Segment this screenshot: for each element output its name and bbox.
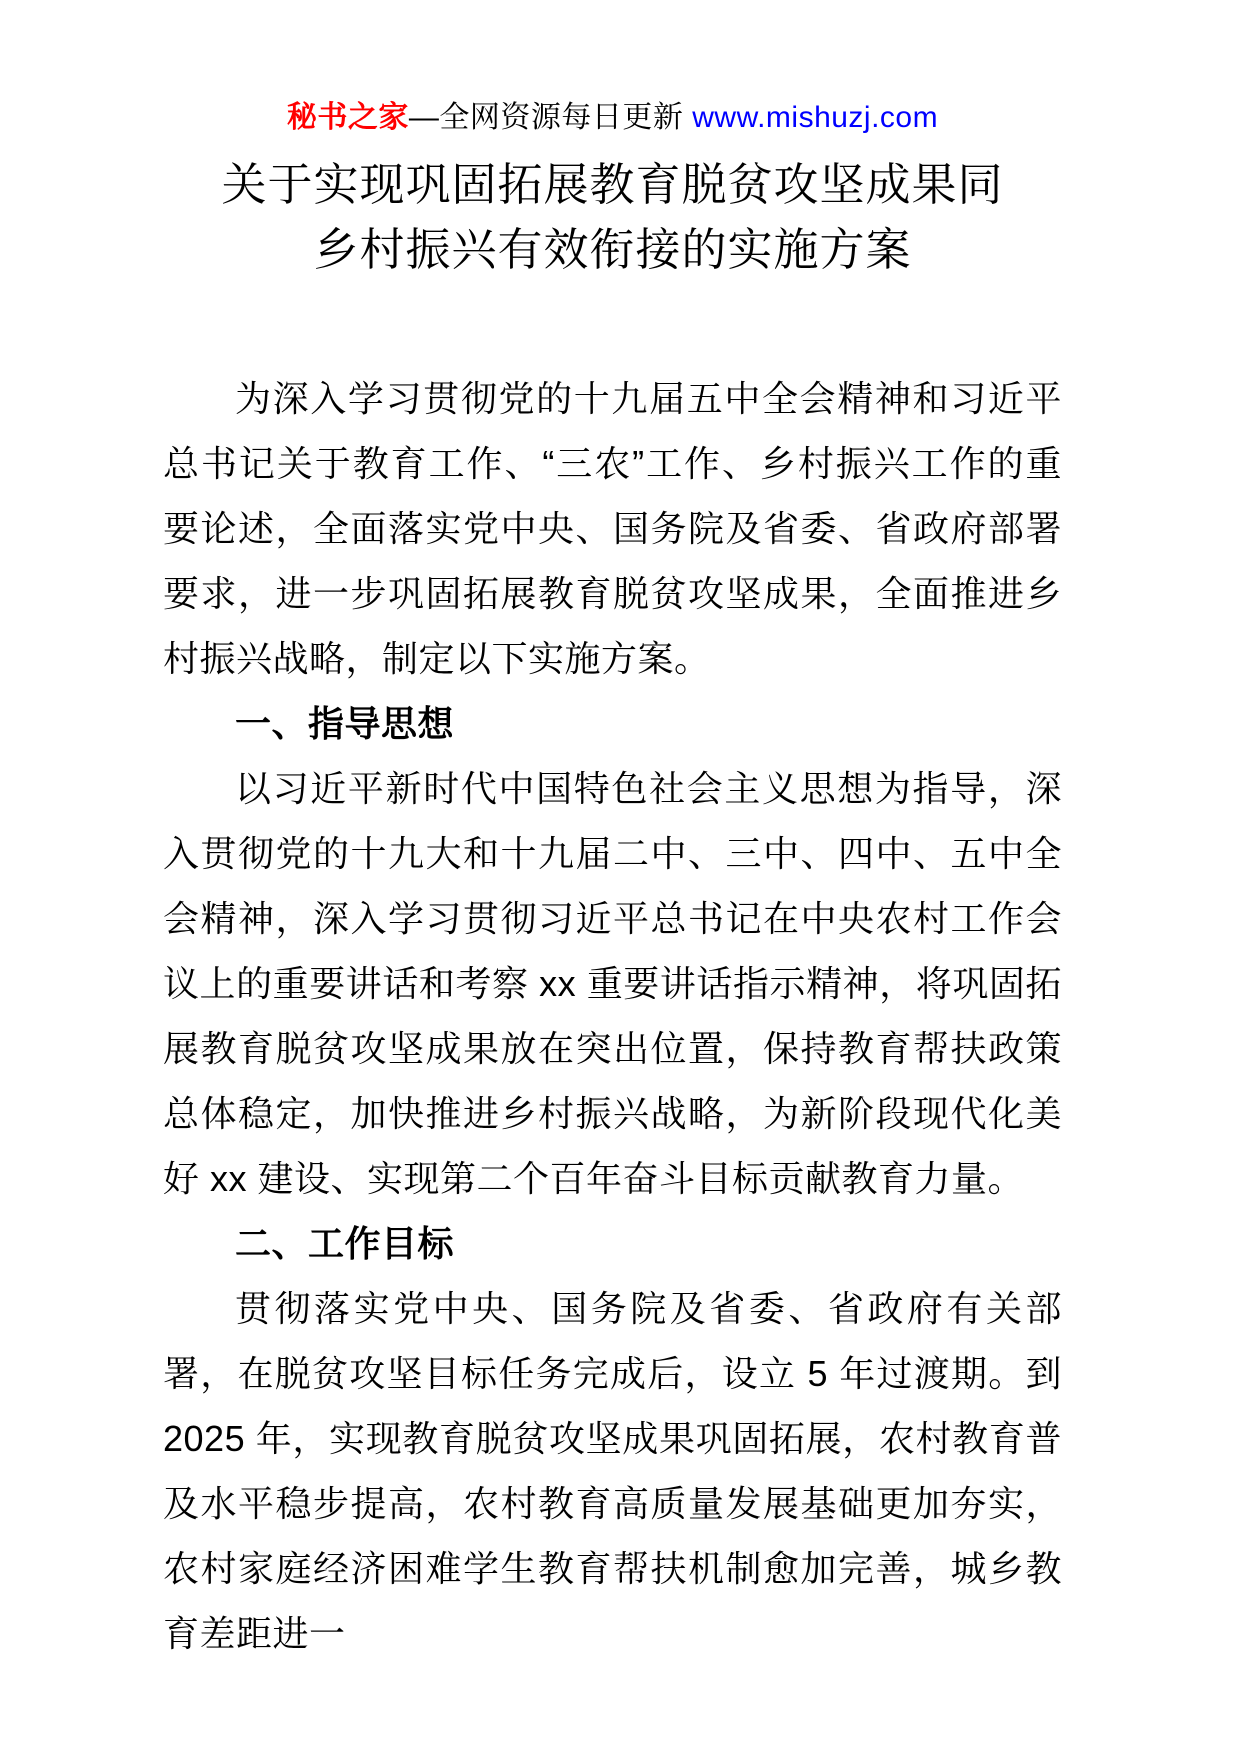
document-title-line2: 乡村振兴有效衔接的实施方案 [313, 224, 912, 275]
document-title [163, 152, 1062, 282]
intro-paragraph: 为深入学习贯彻党的十九届五中全会精神和习近平总书记关于教育工作、“三农”工作、乡村振兴工作的重要论述，全面落实党中央、国务院及省委、省政府部署要求，进一步巩固拓展教育脱贫攻坚成果，全面推进乡村振兴战略，制定以下实施方案。 [163, 378, 1062, 679]
site-url-link[interactable]: www.mishuzj.com [692, 101, 939, 134]
section2-heading: 二、工作目标 [235, 1223, 455, 1264]
site-brand: 秘书之家 [286, 101, 409, 134]
site-tagline: —全网资源每日更新 [408, 101, 693, 134]
section2-paragraph: 贯彻落实党中央、国务院及省委、省政府有关部署，在脱贫攻坚目标任务完成后，设立 5 年过渡期。到 2025 年，实现教育脱贫攻坚成果巩固拓展，农村教育普及水平稳步提高，农村教育高质量发展基础更加夯实，农村家庭经济困难学生教育帮扶机制愈加完善，城乡教育差距进一 [163, 1288, 1062, 1654]
section1-paragraph: 以习近平新时代中国特色社会主义思想为指导，深入贯彻党的十九大和十九届二中、三中、四中、五中全会精神，深入学习贯彻习近平总书记在中央农村工作会议上的重要讲话和考察 xx 重要讲话指示精神，将巩固拓展教育脱贫攻坚成果放在突出位置，保持教育帮扶政策总体稳定，加快推进乡村振兴战略，为新阶段现代化美好 xx 建设、实现第二个百年奋斗目标贡献教育力量。 [163, 768, 1062, 1199]
section1-heading: 一、指导思想 [235, 703, 455, 744]
site-header [163, 96, 1062, 140]
document-body [163, 366, 1062, 1666]
document-title-line1: 关于实现巩固拓展教育脱贫攻坚成果同 [221, 159, 1004, 210]
